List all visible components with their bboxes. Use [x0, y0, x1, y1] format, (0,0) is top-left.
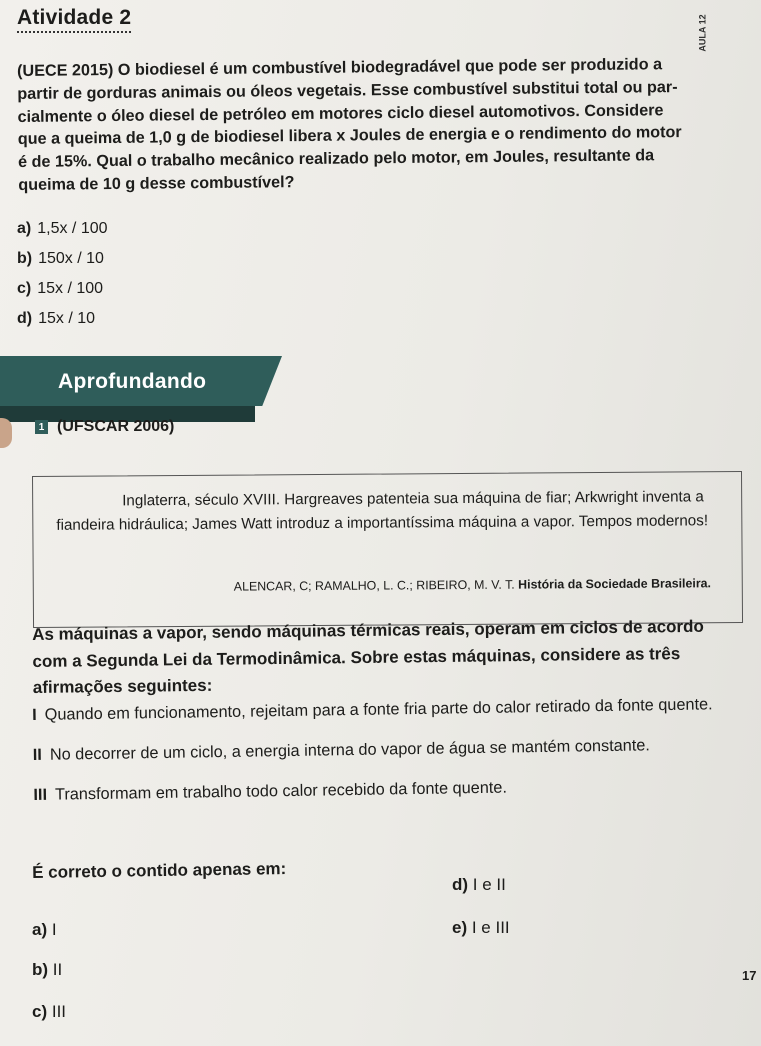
- statement-numeral: I: [32, 705, 37, 724]
- question-1-option-d[interactable]: [17, 304, 108, 334]
- option-text: 15x / 10: [38, 310, 96, 327]
- stem-line: afirmações seguintes:: [32, 675, 213, 697]
- question-1-line: que a queima de 1,0 g de biodiesel libera x Joules de energia e o rendimento do motor: [17, 123, 682, 149]
- question-2-option-a[interactable]: [32, 920, 57, 940]
- option-letter: b): [32, 960, 49, 979]
- option-letter: b): [17, 250, 33, 267]
- question-1-line: é de 15%. Qual o trabalho mecânico realizado pelo motor, em Joules, resultante da: [17, 146, 655, 172]
- finger-edge: [0, 418, 12, 448]
- quote-box: [32, 471, 743, 628]
- question-1-line: partir de gorduras animais ou óleos vegetais. Esse combustível substitui total ou par-: [17, 77, 678, 103]
- stem-line: As máquinas a vapor, sendo máquinas térmicas reais, operam em ciclos de acordo: [32, 616, 704, 644]
- question-source: (UFSCAR 2006): [57, 418, 175, 435]
- citation-authors: ALENCAR, C; RAMALHO, L. C.; RIBEIRO, M. V. T.: [233, 577, 519, 594]
- option-text: I e III: [471, 918, 510, 937]
- question-1-option-a[interactable]: [17, 214, 108, 244]
- question-1-option-b[interactable]: [17, 244, 108, 274]
- question-2-stem: [32, 613, 733, 701]
- statement-text: No decorrer de um ciclo, a energia interna do vapor de água se mantém constante.: [49, 736, 651, 764]
- option-letter: a): [32, 920, 48, 939]
- question-1-line: (UECE 2015) O biodiesel é um combustível biodegradável que pode ser produzido a: [17, 55, 663, 80]
- option-letter: d): [17, 310, 33, 327]
- question-1-options: [17, 214, 108, 334]
- option-text: I: [51, 920, 57, 939]
- question-1-text: [17, 53, 683, 197]
- question-1-line: queima de 10 g desse combustível?: [18, 173, 295, 194]
- option-text: 15x / 100: [37, 280, 104, 297]
- option-text: II: [52, 960, 63, 979]
- statement-item: [33, 771, 733, 808]
- question-2-option-b[interactable]: [32, 960, 62, 980]
- statement-text: Quando em funcionamento, rejeitam para a fonte fria parte do calor retirado da fonte quente.: [44, 695, 713, 724]
- question-1-option-c[interactable]: [17, 274, 108, 304]
- question-number-badge: 1: [35, 420, 48, 434]
- option-text: I e II: [472, 875, 506, 894]
- statement-numeral: II: [32, 745, 43, 764]
- section-banner-label: Aprofundando: [58, 370, 207, 393]
- quote-citation: [234, 576, 711, 593]
- lesson-side-tab: AULA 12: [698, 14, 708, 52]
- statement-item: [33, 731, 733, 768]
- option-text: III: [51, 1002, 67, 1021]
- question-2-prompt: É correto o contido apenas em:: [32, 859, 287, 882]
- page-number: 17: [742, 968, 757, 983]
- option-letter: e): [452, 918, 468, 937]
- question-2-option-c[interactable]: [32, 1002, 66, 1022]
- question-1-line: cialmente o óleo diesel de petróleo em motores ciclo diesel automotivos. Considere: [17, 100, 664, 126]
- option-text: 150x / 10: [38, 250, 104, 267]
- question-2-option-d[interactable]: [452, 875, 506, 895]
- statement-numeral: III: [33, 785, 48, 804]
- option-text: 1,5x / 100: [37, 220, 108, 237]
- option-letter: c): [32, 1002, 48, 1021]
- option-letter: d): [452, 875, 469, 894]
- citation-title: História da Sociedade Brasileira.: [518, 576, 712, 592]
- question-2-option-e[interactable]: [452, 918, 510, 938]
- question-2-header: [35, 418, 174, 436]
- stem-line: com a Segunda Lei da Termodinâmica. Sobre estas máquinas, considere as três: [32, 643, 681, 671]
- quote-text: Inglaterra, século XVIII. Hargreaves patenteia sua máquina de fiar; Arkwright inventa a fiandeira hidráulica; James Watt introduz a importantíssima máquina a vapor. Tempos modernos!: [56, 488, 709, 534]
- statements-list: [32, 691, 734, 822]
- section-title: Atividade 2: [17, 6, 131, 33]
- statement-text: Transformam em trabalho todo calor recebido da fonte quente.: [54, 778, 508, 804]
- option-letter: c): [17, 280, 32, 297]
- option-letter: a): [17, 220, 32, 237]
